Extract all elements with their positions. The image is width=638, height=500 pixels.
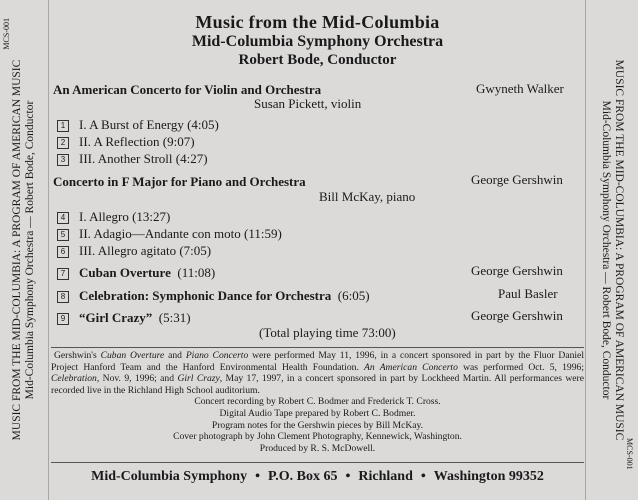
work-title: Concerto in F Major for Piano and Orchestra [53, 174, 306, 189]
track-row [57, 243, 211, 259]
track-number: 2 [57, 137, 69, 149]
track-row [57, 310, 191, 326]
track-row [57, 209, 170, 225]
bullet-icon: • [255, 469, 260, 484]
track-time: (11:08) [177, 265, 216, 280]
right-spine-line1: MUSIC FROM THE MID-COLUMBIA: A PROGRAM OF AMERICAN MUSIC [613, 59, 625, 441]
footer-city: Richland [358, 469, 413, 484]
track-title: Cuban Overture [79, 265, 171, 280]
total-playing-time: (Total playing time 73:00) [259, 325, 396, 340]
left-spine [0, 0, 49, 500]
track-number: 7 [57, 268, 69, 280]
bullet-icon: • [420, 469, 426, 484]
left-spine-line2: Mid-Columbia Symphony Orchestra — Robert Bode, Conductor [24, 100, 36, 400]
credit-line: Cover photograph by John Clement Photography, Kennewick, Washington. [173, 431, 462, 443]
track-composer: George Gershwin [471, 263, 563, 278]
track-row [57, 226, 282, 242]
credit-line: Program notes for the Gershwin pieces by Bill McKay. [211, 419, 424, 431]
track-number: 9 [57, 313, 69, 325]
track-title: II. Adagio—Andante con moto (11:59) [79, 226, 282, 241]
track-title: III. Allegro agitato (7:05) [79, 243, 212, 258]
right-spine-text [599, 60, 625, 441]
bullet-icon: • [345, 469, 351, 484]
right-spine [585, 0, 638, 500]
credit-line: Digital Audio Tape prepared by Robert C. Bodmer. [219, 407, 416, 419]
work-composer: Gwyneth Walker [476, 81, 564, 96]
left-spine-line1: MUSIC FROM THE MID-COLUMBIA: A PROGRAM OF AMERICAN MUSIC [11, 59, 23, 441]
track-title: II. A Reflection (9:07) [79, 134, 195, 149]
footer-org: Mid-Columbia Symphony [91, 469, 248, 484]
footer-box: P.O. Box 65 [268, 469, 338, 484]
album-title: Music from the Mid-Columbia [195, 12, 440, 32]
work-performer: Susan Pickett, violin [254, 96, 362, 111]
track-row [57, 151, 208, 167]
back-cover-panel [49, 0, 586, 500]
credit-line: Concert recording by Robert C. Bodmer and Frederick T. Cross. [194, 396, 441, 408]
work-title: An American Concerto for Violin and Orchestra [53, 82, 322, 97]
right-spine-line2: Mid-Columbia Symphony Orchestra — Robert Bode, Conductor [600, 100, 612, 400]
track-title: “Girl Crazy” [79, 310, 153, 325]
conductor-name: Robert Bode, Conductor [238, 52, 397, 68]
track-number: 6 [57, 246, 69, 258]
work-composer: George Gershwin [471, 172, 563, 187]
right-spine-catalog: MCS-001 [625, 438, 634, 470]
track-number: 4 [57, 212, 69, 224]
track-number: 1 [57, 120, 69, 132]
track-composer: Paul Basler [498, 286, 558, 301]
track-title: Celebration: Symphonic Dance for Orchestra [79, 288, 332, 303]
track-number: 8 [57, 291, 69, 303]
track-row [57, 288, 370, 304]
footer-state-zip: Washington 99352 [433, 469, 544, 484]
track-number: 5 [57, 229, 69, 241]
left-spine-catalog: MCS-001 [2, 18, 11, 50]
left-spine-text [11, 60, 37, 441]
track-time: (5:31) [158, 310, 191, 325]
track-row [57, 134, 195, 150]
notes-paragraph: Gershwin's Cuban Overture and Piano Concerto were performed May 11, 1996, in a concert sponsored in part by the Fluor Daniel Project Hanford Team and the Hanford Environmental Health Foundation. An American Concerto was performed Oct. 5, 1996; Celebration, Nov. 9, 1996; and Girl Crazy, May 17, 1997, in a concert sponsored in part by Lockheed Martin. All performances were recorded live in the Richland High School auditorium. [51, 350, 584, 396]
address-footer [49, 469, 586, 485]
track-time: (6:05) [337, 288, 370, 303]
track-title: I. A Burst of Energy (4:05) [79, 117, 219, 132]
credit-line: Produced by R. S. McDowell. [259, 442, 376, 454]
track-number: 3 [57, 154, 69, 166]
track-title: I. Allegro (13:27) [79, 209, 171, 224]
track-title: III. Another Stroll (4:27) [79, 151, 208, 166]
track-row [57, 117, 219, 133]
work-performer: Bill McKay, piano [319, 189, 416, 204]
liner-notes [51, 347, 584, 463]
track-row [57, 265, 215, 281]
track-composer: George Gershwin [471, 308, 563, 323]
orchestra-name: Mid-Columbia Symphony Orchestra [191, 33, 444, 50]
